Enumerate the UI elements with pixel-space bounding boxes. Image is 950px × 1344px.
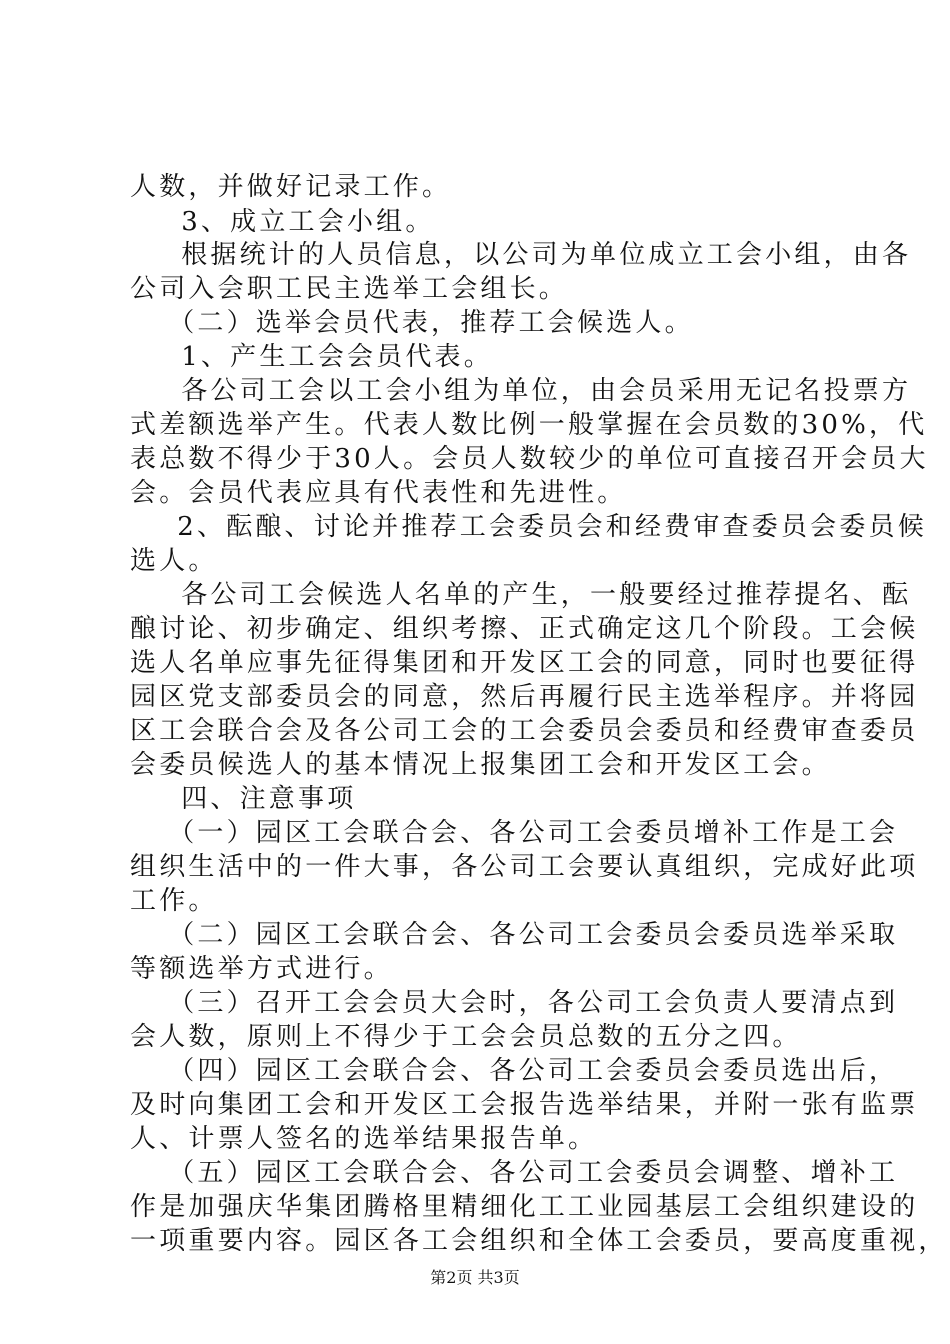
body-text-line: 1、产生工会会员代表。 <box>152 342 493 372</box>
body-text-line: 公司入会职工民主选举工会组长。 <box>130 274 569 304</box>
body-text-line: 一项重要内容。园区各工会组织和全体工会委员，要高度重视， <box>130 1226 948 1256</box>
body-text-line: 式差额选举产生。代表人数比例一般掌握在会员数的30%，代 <box>130 410 928 440</box>
body-text-line: 各公司工会以工会小组为单位，由会员采用无记名投票方 <box>152 376 912 406</box>
body-text-line: 各公司工会候选人名单的产生，一般要经过推荐提名、酝 <box>152 580 912 610</box>
body-text-line: （三）召开工会会员大会时，各公司工会负责人要清点到 <box>152 988 899 1018</box>
body-text-line: 工作。 <box>130 886 218 916</box>
body-text-line: 组织生活中的一件大事，各公司工会要认真组织，完成好此项 <box>130 852 919 882</box>
section-heading: 四、注意事项 <box>152 784 357 814</box>
body-text-line: （一）园区工会联合会、各公司工会委员增补工作是工会 <box>152 818 899 848</box>
body-text-line: 3、成立工会小组。 <box>152 207 435 237</box>
body-text-line: 会。会员代表应具有代表性和先进性。 <box>130 478 627 508</box>
body-text-line: 及时向集团工会和开发区工会报告选举结果，并附一张有监票 <box>130 1090 919 1120</box>
body-text-line: 作是加强庆华集团腾格里精细化工工业园基层工会组织建设的 <box>130 1192 919 1222</box>
body-text-line: 等额选举方式进行。 <box>130 954 393 984</box>
body-text-line: 根据统计的人员信息，以公司为单位成立工会小组，由各 <box>152 240 912 270</box>
page-footer: 第2页 共3页 <box>430 1268 520 1287</box>
body-text-line: 表总数不得少于30人。会员人数较少的单位可直接召开会员大 <box>130 444 929 474</box>
body-text-line: 园区党支部委员会的同意，然后再履行民主选举程序。并将园 <box>130 682 919 712</box>
body-text-line: 人、计票人签名的选举结果报告单。 <box>130 1124 598 1154</box>
body-text-line: 人数，并做好记录工作。 <box>130 172 452 202</box>
body-text-line: （二）园区工会联合会、各公司工会委员会委员选举采取 <box>152 920 899 950</box>
body-text-line: （五）园区工会联合会、各公司工会委员会调整、增补工 <box>152 1158 899 1188</box>
body-text-line: （二）选举会员代表，推荐工会候选人。 <box>152 308 694 338</box>
body-text-line: 区工会联合会及各公司工会的工会委员会委员和经费审查委员 <box>130 716 919 746</box>
body-text-line: 会委员候选人的基本情况上报集团工会和开发区工会。 <box>130 750 831 780</box>
body-text-line: 选人。 <box>130 546 218 576</box>
body-text-line: 酿讨论、初步确定、组织考擦、正式确定这几个阶段。工会候 <box>130 614 919 644</box>
body-text-line: 2、酝酿、讨论并推荐工会委员会和经费审查委员会委员候 <box>148 512 927 542</box>
body-text-line: 会人数，原则上不得少于工会会员总数的五分之四。 <box>130 1022 802 1052</box>
body-text-line: 选人名单应事先征得集团和开发区工会的同意，同时也要征得 <box>130 648 919 678</box>
body-text-line: （四）园区工会联合会、各公司工会委员会委员选出后， <box>152 1056 899 1086</box>
